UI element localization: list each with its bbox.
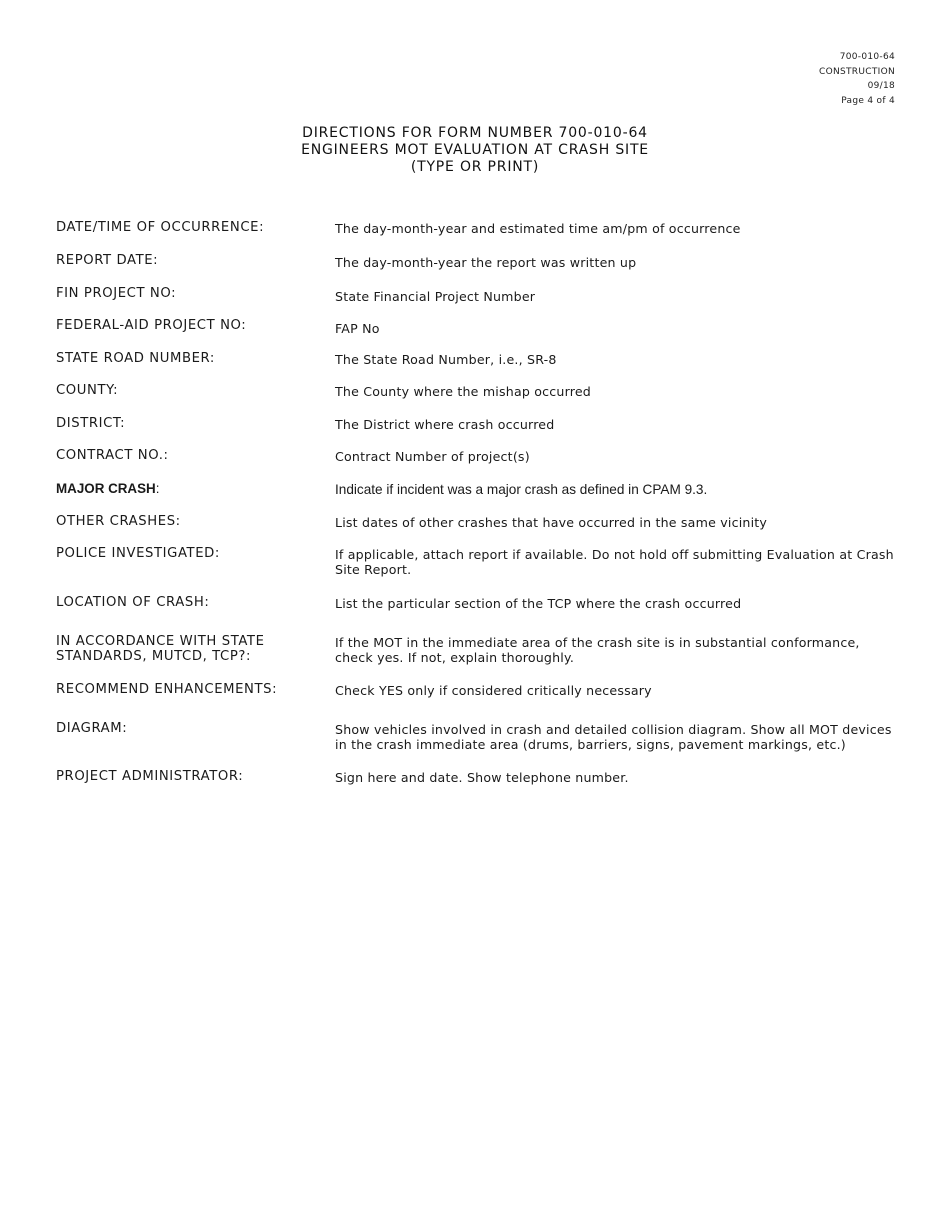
field-label-accordance: IN ACCORDANCE WITH STATE STANDARDS, MUTCD, TCP?:: [56, 634, 265, 664]
form-revision: 09/18: [867, 81, 895, 91]
field-label-diagram: DIAGRAM:: [56, 721, 128, 736]
title-line-1: DIRECTIONS FOR FORM NUMBER 700-010-64: [302, 125, 648, 141]
form-number: 700-010-64: [839, 52, 895, 62]
field-label-state-road: STATE ROAD NUMBER:: [56, 351, 215, 366]
field-desc-major-crash: Indicate if incident was a major crash as defined in CPAM 9.3.: [335, 482, 708, 497]
page-title: [0, 125, 950, 176]
field-desc-state-road: The State Road Number, i.e., SR-8: [335, 352, 557, 367]
field-label-location: LOCATION OF CRASH:: [56, 595, 210, 610]
field-label-enhancements: RECOMMEND ENHANCEMENTS:: [56, 682, 278, 697]
field-desc-fin-project: State Financial Project Number: [335, 289, 536, 304]
field-label-federal-aid: FEDERAL-AID PROJECT NO:: [56, 318, 247, 333]
field-label-district: DISTRICT:: [56, 416, 126, 431]
title-line-2: ENGINEERS MOT EVALUATION AT CRASH SITE: [301, 142, 649, 158]
field-desc-district: The District where crash occurred: [335, 417, 555, 432]
field-desc-administrator: Sign here and date. Show telephone number.: [335, 770, 629, 785]
field-label-date-time: DATE/TIME OF OCCURRENCE:: [56, 220, 265, 235]
field-label-administrator: PROJECT ADMINISTRATOR:: [56, 769, 244, 784]
field-desc-enhancements: Check YES only if considered critically necessary: [335, 683, 652, 698]
field-desc-federal-aid: FAP No: [335, 321, 380, 336]
field-desc-date-time: The day-month-year and estimated time am/pm of occurrence: [335, 221, 741, 236]
field-desc-police: If applicable, attach report if available. Do not hold off submitting Evaluation at Crash Site Report.: [335, 547, 894, 577]
field-desc-report-date: The day-month-year the report was written up: [335, 255, 637, 270]
page-number: Page 4 of 4: [841, 95, 895, 106]
field-desc-contract: Contract Number of project(s): [335, 449, 530, 464]
form-meta: [819, 50, 895, 108]
field-label-county: COUNTY:: [56, 383, 119, 398]
field-desc-diagram: Show vehicles involved in crash and detailed collision diagram. Show all MOT devices in the crash immediate area (drums, barriers, signs, pavement markings, etc.): [335, 722, 892, 752]
field-label-other-crashes: OTHER CRASHES:: [56, 514, 181, 529]
field-label-fin-project: FIN PROJECT NO:: [56, 286, 177, 301]
field-label-major-crash-suffix: :: [155, 481, 160, 496]
field-label-contract: CONTRACT NO.:: [56, 448, 169, 463]
field-label-police: POLICE INVESTIGATED:: [56, 546, 220, 561]
field-label-report-date: REPORT DATE:: [56, 253, 159, 268]
field-desc-accordance: If the MOT in the immediate area of the crash site is in substantial conformance, check yes. If not, explain thoroughly.: [335, 635, 860, 665]
form-category: CONSTRUCTION: [818, 66, 895, 77]
field-desc-other-crashes: List dates of other crashes that have occurred in the same vicinity: [335, 515, 768, 530]
title-line-3: (TYPE OR PRINT): [410, 159, 540, 175]
field-desc-county: The County where the mishap occurred: [335, 384, 591, 399]
field-label-major-crash-bold: MAJOR CRASH: [56, 481, 156, 496]
field-label-major-crash: [56, 481, 326, 496]
field-desc-location: List the particular section of the TCP where the crash occurred: [335, 596, 742, 611]
